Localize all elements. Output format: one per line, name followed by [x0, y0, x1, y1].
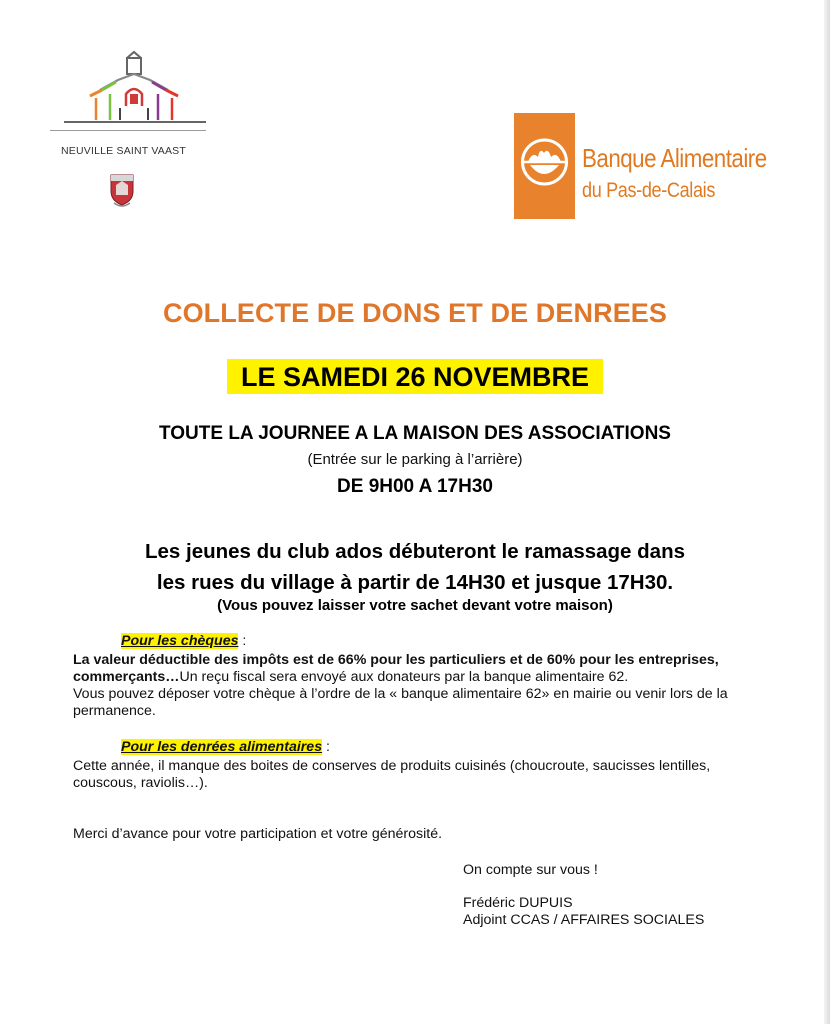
cheques-paragraph — [73, 652, 773, 720]
town-hall-icon — [60, 50, 210, 128]
event-hours: DE 9H00 A 17H30 — [337, 476, 493, 497]
denrees-heading-label: Pour les denrées alimentaires — [121, 739, 323, 755]
cheques-heading — [121, 633, 246, 649]
food-bank-logo — [514, 113, 794, 221]
cheques-receipt-info: Un reçu fiscal sera envoyé aux donateurs par la banque alimentaire 62. — [179, 669, 629, 685]
denrees-heading-suffix: : — [322, 739, 330, 755]
food-bank-name: Banque Alimentaire — [582, 143, 767, 173]
page-title: COLLECTE DE DONS ET DE DENREES — [162, 298, 668, 328]
closing-text: On compte sur vous ! — [463, 862, 598, 878]
entrance-note: (Entrée sur le parking à l’arrière) — [307, 451, 523, 468]
youth-line-1: Les jeunes du club ados débuteront le ramassage dans — [145, 540, 685, 563]
signer-name: Frédéric DUPUIS — [463, 895, 573, 911]
logo-divider — [50, 130, 206, 131]
cheques-heading-suffix: : — [238, 633, 247, 649]
food-bank-icon — [514, 113, 575, 219]
food-bank-region: du Pas-de-Calais — [582, 179, 716, 202]
event-location: TOUTE LA JOURNEE A LA MAISON DES ASSOCIATIONS — [159, 423, 671, 444]
date-wrapper — [0, 359, 830, 394]
village-logo — [50, 50, 210, 209]
coat-of-arms-icon — [108, 169, 136, 209]
denrees-paragraph: Cette année, il manque des boites de conserves de produits cuisinés (choucroute, saucisses lentilles, couscous, raviolis…). — [73, 758, 711, 791]
signer-role: Adjoint CCAS / AFFAIRES SOCIALES — [463, 912, 705, 928]
denrees-heading — [121, 739, 330, 755]
cheques-heading-label: Pour les chèques — [121, 633, 239, 649]
cheques-tax-info: La valeur déductible des impôts est de 66% pour les particuliers et de 60% pour les entreprises, commerçants… — [73, 652, 719, 685]
youth-note: (Vous pouvez laisser votre sachet devant votre maison) — [217, 597, 613, 614]
page-edge — [824, 0, 830, 1024]
village-name: NEUVILLE SAINT VAAST — [61, 145, 186, 157]
youth-line-2: les rues du village à partir de 14H30 et jusque 17H30. — [156, 571, 674, 594]
youth-announcement — [0, 536, 830, 598]
food-bank-emblem — [514, 113, 575, 219]
cheques-deposit-info: Vous pouvez déposer votre chèque à l’ordre de la « banque alimentaire 62» en mairie ou venir lors de la permanence. — [73, 686, 728, 719]
thanks-text: Merci d’avance pour votre participation et votre générosité. — [73, 826, 443, 842]
event-date: LE SAMEDI 26 NOVEMBRE — [227, 359, 603, 394]
